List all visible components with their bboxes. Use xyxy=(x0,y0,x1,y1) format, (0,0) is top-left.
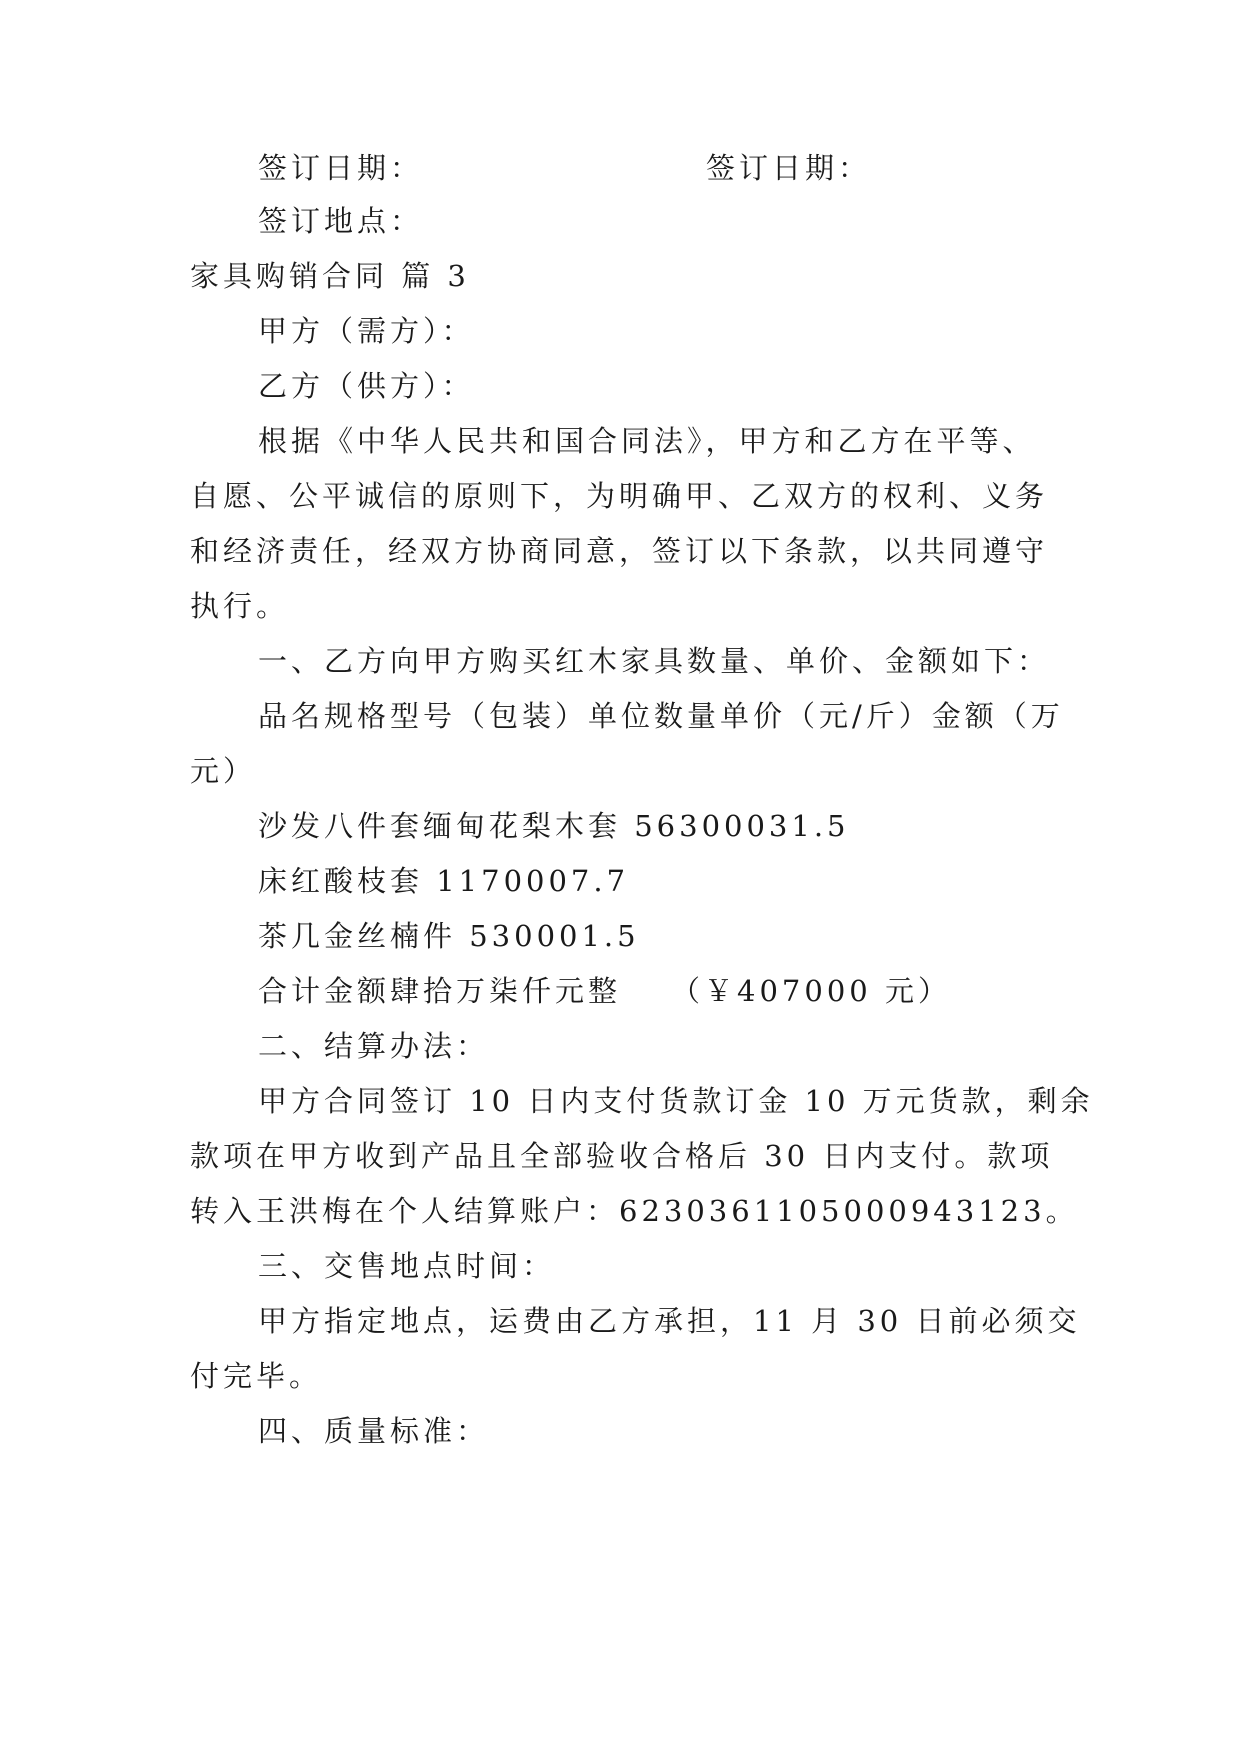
table-row: 沙发八件套缅甸花梨木套 56300031.5 xyxy=(258,809,850,843)
signing-date-right-row xyxy=(706,148,871,188)
section3-line-1: 甲方指定地点，运费由乙方承担，11 月 30 日前必须交 xyxy=(258,1304,1081,1338)
signing-date-right: 签订日期： xyxy=(706,151,872,185)
party-a: 甲方（需方）： xyxy=(258,314,475,348)
section2-line-1: 甲方合同签订 10 日内支付货款订金 10 万元货款，剩余 xyxy=(258,1084,1094,1118)
table-row: 床红酸枝套 1170007.7 xyxy=(258,864,630,898)
signing-date-left: 签订日期： xyxy=(258,151,424,185)
intro-line-4: 执行。 xyxy=(190,589,290,623)
section2-title: 二、结算办法： xyxy=(258,1029,490,1063)
section2-line-2: 款项在甲方收到产品且全部验收合格后 30 日内支付。款项 xyxy=(190,1139,1054,1173)
section3-line-2: 付完毕。 xyxy=(190,1359,323,1393)
total-row xyxy=(258,971,951,1011)
table-header-line-1: 品名规格型号（包装）单位数量单价（元/斤）金额（万 xyxy=(258,699,1064,733)
table-header-line-2: 元） xyxy=(190,754,257,788)
intro-line-1: 根据《中华人民共和国合同法》，甲方和乙方在平等、 xyxy=(258,424,1036,458)
table-row: 茶几金丝楠件 530001.5 xyxy=(258,919,640,953)
signing-place: 签订地点： xyxy=(258,204,424,238)
section-heading: 家具购销合同 篇 3 xyxy=(190,259,470,293)
party-b: 乙方（供方）： xyxy=(258,369,475,403)
intro-line-2: 自愿、公平诚信的原则下，为明确甲、乙双方的权利、义务 xyxy=(190,479,1049,513)
section1-title: 一、乙方向甲方购买红木家具数量、单价、金额如下： xyxy=(258,644,1051,678)
section4-title: 四、质量标准： xyxy=(258,1414,490,1448)
total-amount: （￥407000 元） xyxy=(671,974,951,1008)
section2-line-3: 转入王洪梅在个人结算账户：6230361105000943123。 xyxy=(190,1194,1079,1228)
signing-date-row xyxy=(258,148,423,188)
section3-title: 三、交售地点时间： xyxy=(258,1249,556,1283)
total-text: 合计金额肆拾万柒仟元整 xyxy=(258,974,622,1008)
intro-line-3: 和经济责任，经双方协商同意，签订以下条款，以共同遵守 xyxy=(190,534,1049,568)
